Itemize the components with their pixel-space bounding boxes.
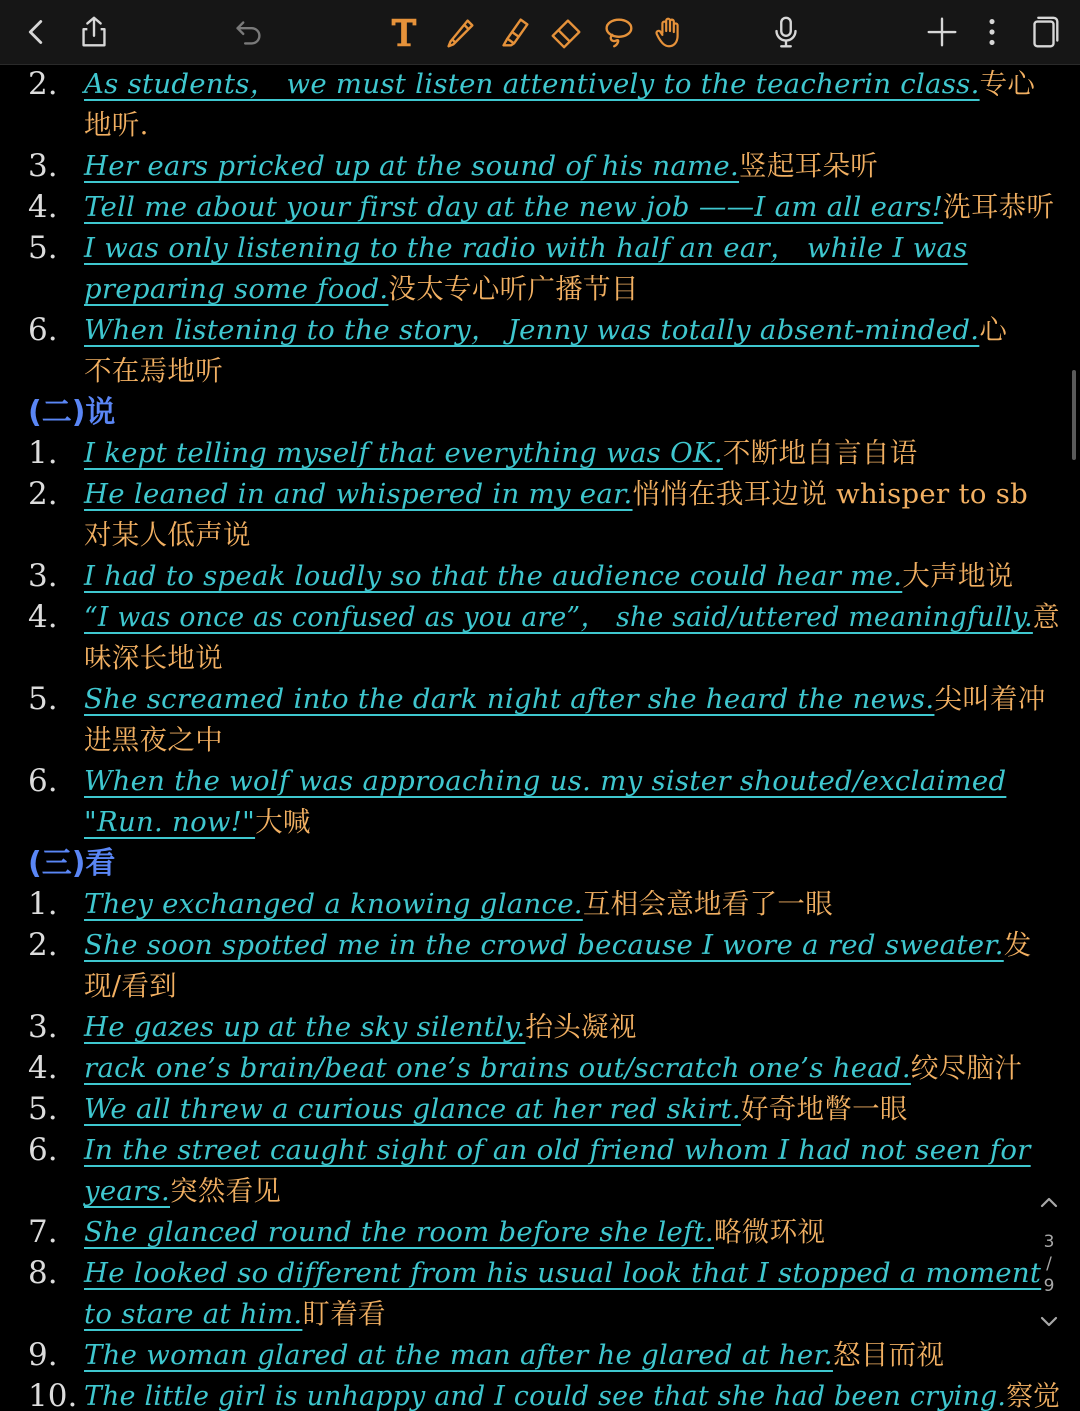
chinese-annotation: 心: [979, 314, 1008, 346]
note-line: [0, 802, 1080, 843]
chinese-annotation: 盯着看: [302, 1298, 386, 1330]
line-text: [84, 433, 917, 474]
chinese-annotation: 不在焉地听: [84, 355, 223, 387]
note-line: [0, 1294, 1080, 1335]
back-button[interactable]: [10, 6, 62, 58]
chinese-annotation: 大喊: [255, 806, 311, 838]
english-sentence: He looked so different from his usual look that I stopped a moment: [84, 1257, 1042, 1289]
back-chevron-icon: [17, 13, 55, 51]
english-sentence: preparing some food.: [84, 273, 389, 305]
page-navigator: [1032, 1190, 1066, 1340]
english-sentence: I kept telling myself that everything was OK.: [84, 437, 723, 469]
note-line: [0, 720, 1080, 761]
note-line: [0, 228, 1080, 269]
line-text: [84, 761, 1006, 802]
hand-tool-button[interactable]: [644, 6, 696, 58]
highlighter-tool-icon: [495, 13, 533, 51]
pen-tool-button[interactable]: [434, 6, 486, 58]
add-button[interactable]: [916, 6, 968, 58]
english-sentence: In the street caught sight of an old friend whom I had not seen for: [84, 1134, 1031, 1166]
chinese-annotation: 略微环视: [713, 1216, 826, 1248]
note-line: [0, 1171, 1080, 1212]
item-number: 3.: [28, 558, 58, 594]
item-number: 10.: [28, 1378, 78, 1411]
eraser-tool-button[interactable]: [540, 6, 592, 58]
english-sentence: I had to speak loudly so that the audience could hear me.: [84, 560, 903, 592]
english-sentence: The little girl is unhappy and I could see that she had been crying.: [84, 1380, 1007, 1411]
hand-tool-icon: [651, 13, 689, 51]
item-number: 8.: [28, 1255, 58, 1291]
line-text: [84, 966, 177, 1007]
line-text: [84, 597, 1060, 638]
eraser-tool-icon: [547, 13, 585, 51]
section-heading-row: [0, 392, 1080, 433]
line-text: [84, 310, 1007, 351]
english-sentence: Her ears pricked up at the sound of his name.: [84, 150, 740, 182]
pages-button[interactable]: [1018, 6, 1070, 58]
english-sentence: “I was once as confused as you are”， she said/uttered meaningfully.: [84, 601, 1033, 633]
note-line: [0, 269, 1080, 310]
item-number: 4.: [28, 189, 58, 225]
share-button[interactable]: [68, 6, 120, 58]
note-line: [0, 1130, 1080, 1171]
line-text: [84, 64, 1035, 105]
microphone-icon: [767, 13, 805, 51]
chinese-annotation: 专心: [979, 68, 1036, 100]
item-number: 2.: [28, 927, 58, 963]
note-line: [0, 679, 1080, 720]
english-sentence: She screamed into the dark night after she heard the news.: [84, 683, 935, 715]
chinese-annotation: 绞尽脑汁: [910, 1052, 1023, 1084]
highlighter-tool-button[interactable]: [488, 6, 540, 58]
chinese-annotation: 悄悄在我耳边说 whisper to sb: [632, 478, 1029, 510]
chinese-annotation: 没太专心听广播节目: [388, 273, 639, 305]
chinese-annotation: 地听.: [84, 109, 149, 141]
note-line: [0, 146, 1080, 187]
item-number: 5.: [28, 681, 58, 717]
chinese-annotation: 竖起耳朵听: [739, 150, 879, 182]
microphone-button[interactable]: [760, 6, 812, 58]
note-line: [0, 556, 1080, 597]
note-line: [0, 351, 1080, 392]
line-text: [84, 1171, 281, 1212]
note-line: [0, 761, 1080, 802]
line-text: [84, 1294, 386, 1335]
note-line: [0, 597, 1080, 638]
line-text: [84, 720, 223, 761]
note-line: [0, 105, 1080, 146]
section-heading: (三)看: [28, 846, 116, 881]
note-line: [0, 1253, 1080, 1294]
chinese-annotation: 怒目而视: [832, 1339, 945, 1371]
pages-icon: [1025, 13, 1063, 51]
text-tool-icon: [385, 13, 423, 51]
toolbar: [0, 0, 1080, 65]
chinese-annotation: 好奇地瞥一眼: [740, 1093, 908, 1125]
note-line: [0, 1376, 1080, 1411]
note-line: [0, 925, 1080, 966]
line-text: [84, 1130, 1031, 1171]
english-sentence: She glanced round the room before she left.: [84, 1216, 714, 1248]
english-sentence: The woman glared at the man after he glared at her.: [84, 1339, 833, 1371]
note-canvas[interactable]: [0, 64, 1080, 1411]
chinese-annotation: 抬头凝视: [525, 1011, 637, 1043]
note-line: [0, 1089, 1080, 1130]
english-sentence: to stare at him.: [84, 1298, 303, 1330]
english-sentence: When the wolf was approaching us. my sister shouted/exclaimed: [84, 765, 1007, 797]
item-number: 3.: [28, 1009, 58, 1045]
line-text: [84, 925, 1032, 966]
line-text: [84, 884, 833, 925]
text-tool-button[interactable]: [378, 6, 430, 58]
line-text: [84, 187, 1054, 228]
line-text: [84, 1376, 1060, 1411]
chinese-annotation: 不断地自言自语: [722, 437, 918, 469]
item-number: 1.: [28, 435, 58, 471]
item-number: 9.: [28, 1337, 58, 1373]
line-text: [84, 679, 1046, 720]
note-line: [0, 1007, 1080, 1048]
chinese-annotation: 大声地说: [902, 560, 1014, 592]
english-sentence: She soon spotted me in the crowd because I wore a red sweater.: [84, 929, 1004, 961]
item-number: 3.: [28, 148, 58, 184]
item-number: 1.: [28, 886, 58, 922]
line-text: [84, 515, 251, 556]
english-sentence: "Run. now!": [84, 806, 256, 838]
undo-button[interactable]: [222, 6, 274, 58]
line-text: [84, 1253, 1041, 1294]
english-sentence: When listening to the story， Jenny was totally absent-minded.: [84, 314, 980, 346]
section-heading-row: [0, 843, 1080, 884]
chinese-annotation: 突然看见: [170, 1175, 282, 1207]
line-text: [84, 1335, 944, 1376]
item-number: 2.: [28, 66, 58, 102]
chinese-annotation: 互相会意地看了一眼: [582, 888, 834, 920]
line-text: [84, 351, 223, 392]
note-line: [0, 1335, 1080, 1376]
line-text: [84, 228, 968, 269]
page-down-icon[interactable]: [1036, 1308, 1062, 1334]
chinese-annotation: 察觉: [1006, 1380, 1061, 1411]
chinese-annotation: 现/看到: [84, 970, 177, 1002]
english-sentence: Tell me about your first day at the new job ——I am all ears!: [84, 191, 944, 223]
line-text: [84, 146, 878, 187]
more-button[interactable]: [966, 6, 1018, 58]
english-sentence: They exchanged a knowing glance.: [84, 888, 583, 920]
more-icon: [973, 13, 1011, 51]
total-pages: 9: [1043, 1276, 1055, 1296]
english-sentence: We all threw a curious glance at her red skirt.: [84, 1093, 741, 1125]
line-text: [84, 802, 311, 843]
note-line: [0, 433, 1080, 474]
lasso-tool-icon: [599, 13, 637, 51]
line-text: [84, 638, 223, 679]
item-number: 4.: [28, 599, 58, 635]
chinese-annotation: 进黑夜之中: [84, 724, 223, 756]
line-text: [84, 1089, 908, 1130]
page-up-icon[interactable]: [1036, 1190, 1062, 1216]
page-separator: /: [1046, 1254, 1052, 1274]
chinese-annotation: 洗耳恭听: [943, 191, 1055, 223]
line-text: [84, 474, 1028, 515]
note-line: [0, 884, 1080, 925]
english-sentence: He leaned in and whispered in my ear.: [84, 478, 633, 510]
item-number: 5.: [28, 230, 58, 266]
english-sentence: I was only listening to the radio with half an ear， while I was: [84, 232, 968, 264]
chinese-annotation: 味深长地说: [84, 642, 223, 674]
english-sentence: rack one’s brain/beat one’s brains out/scratch one’s head.: [84, 1052, 911, 1084]
english-sentence: As students， we must listen attentively to the teacherin class.: [84, 68, 980, 100]
item-number: 7.: [28, 1214, 58, 1250]
chinese-annotation: 意: [1032, 601, 1060, 633]
note-line: [0, 515, 1080, 556]
add-icon: [923, 13, 961, 51]
note-line: [0, 1048, 1080, 1089]
note-line: [0, 638, 1080, 679]
share-icon: [75, 13, 113, 51]
item-number: 2.: [28, 476, 58, 512]
current-page: 3: [1043, 1232, 1055, 1252]
undo-icon: [229, 13, 267, 51]
chinese-annotation: 对某人低声说: [84, 519, 251, 551]
item-number: 6.: [28, 312, 58, 348]
note-line: [0, 64, 1080, 105]
note-line: [0, 966, 1080, 1007]
note-line: [0, 1212, 1080, 1253]
english-sentence: He gazes up at the sky silently.: [84, 1011, 526, 1043]
chinese-annotation: 尖叫着冲: [934, 683, 1046, 715]
note-line: [0, 310, 1080, 351]
item-number: 4.: [28, 1050, 58, 1086]
chinese-annotation: 发: [1003, 929, 1032, 961]
line-text: [84, 269, 639, 310]
pen-tool-icon: [441, 13, 479, 51]
item-number: 6.: [28, 1132, 58, 1168]
item-number: 6.: [28, 763, 58, 799]
line-text: [84, 556, 1013, 597]
note-line: [0, 187, 1080, 228]
line-text: [84, 1212, 825, 1253]
line-text: [84, 105, 149, 146]
scrollbar[interactable]: [1072, 370, 1076, 460]
line-text: [84, 1007, 637, 1048]
lasso-tool-button[interactable]: [592, 6, 644, 58]
english-sentence: years.: [84, 1175, 171, 1207]
item-number: 5.: [28, 1091, 58, 1127]
note-line: [0, 474, 1080, 515]
section-heading: (二)说: [28, 395, 116, 430]
line-text: [84, 1048, 1022, 1089]
